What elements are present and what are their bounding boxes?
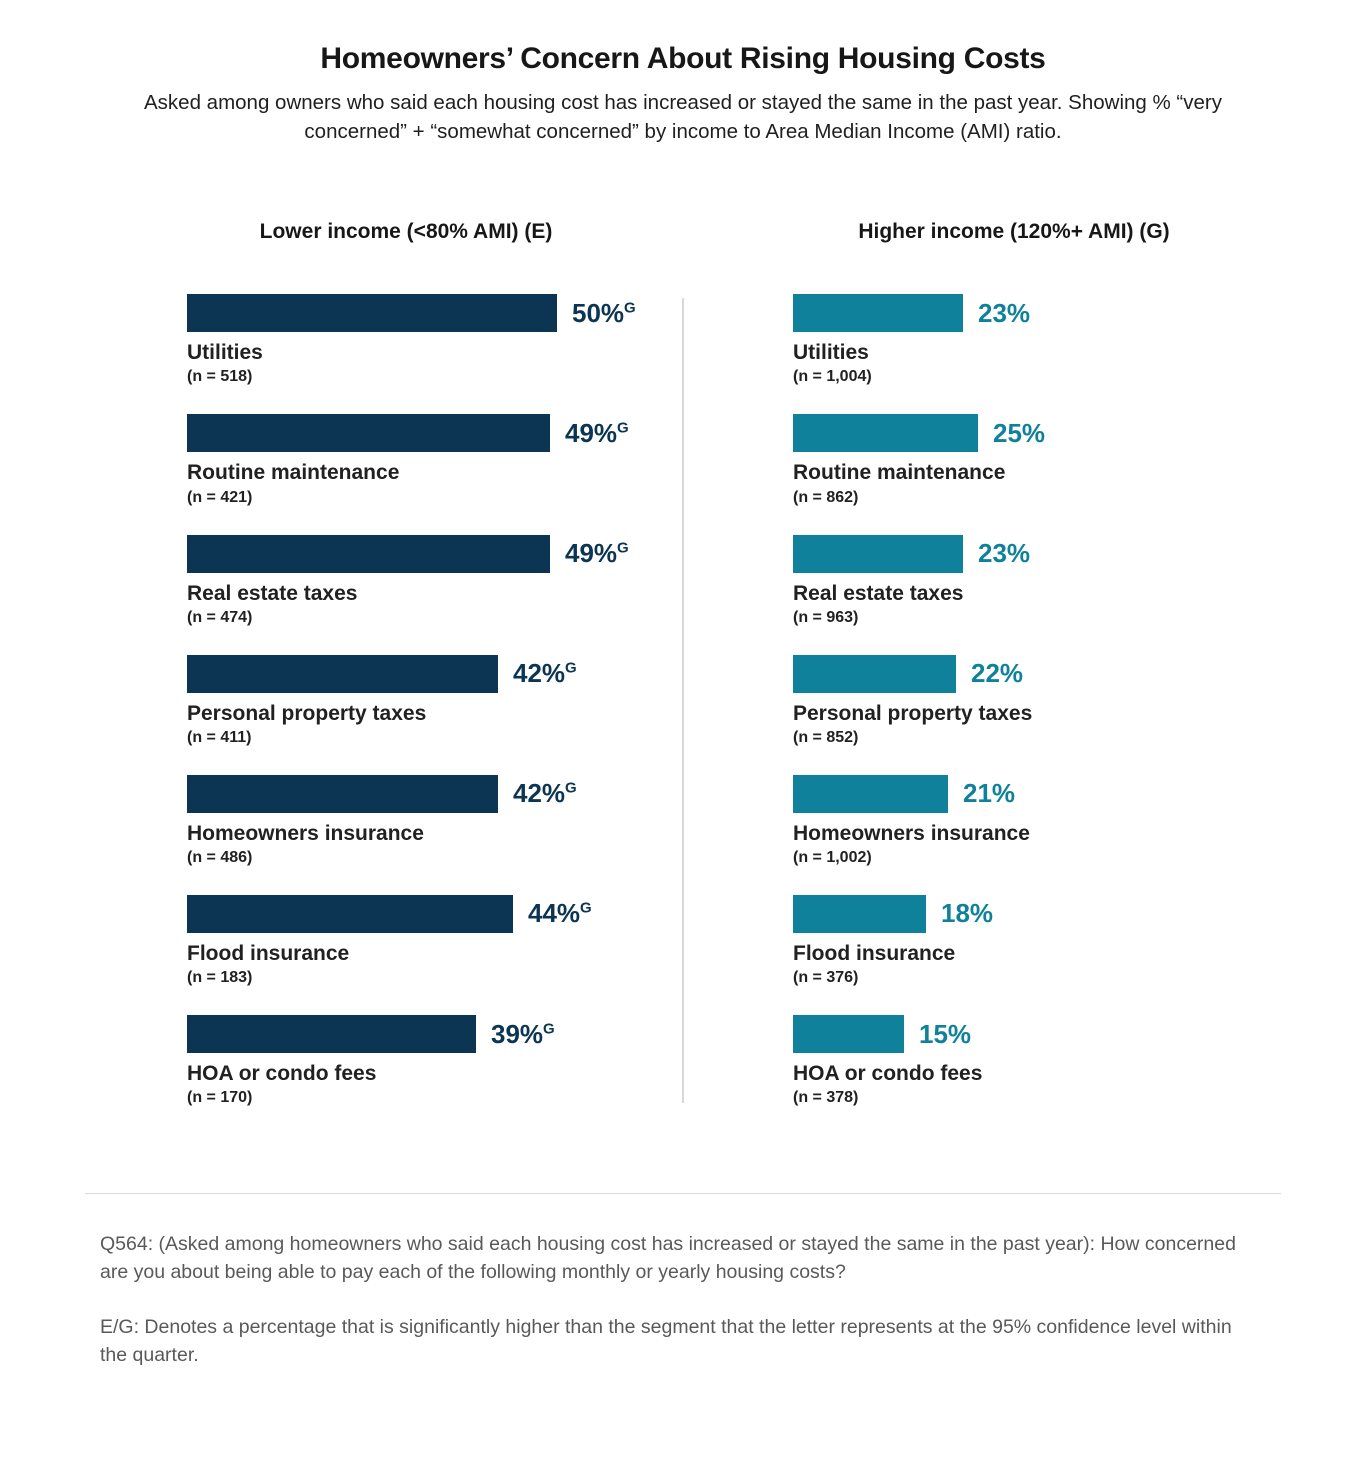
sample-size-label: (n = 474) bbox=[187, 608, 253, 626]
significance-superscript: G bbox=[565, 659, 577, 677]
bar-value-label: 42%$^G$ bbox=[513, 778, 577, 809]
category-label: Real estate taxes bbox=[793, 581, 964, 605]
bar-value-label: 39%$^G$ bbox=[491, 1018, 555, 1049]
bar-flood-insurance-higher bbox=[793, 895, 926, 933]
higher-income-panel bbox=[793, 294, 1313, 1107]
category-label: Real estate taxes bbox=[187, 581, 358, 605]
bar-row-homeowners-insurance-lower bbox=[187, 775, 682, 867]
bar-value-label: 49%$^G$ bbox=[565, 538, 629, 568]
category-label: Flood insurance bbox=[187, 941, 350, 965]
bar-value-label: 22% bbox=[971, 658, 1024, 689]
sample-size-label: (n = 862) bbox=[793, 488, 859, 506]
category-label: Homeowners insurance bbox=[793, 821, 1030, 845]
significance-superscript: G bbox=[565, 779, 577, 797]
sample-size-label: (n = 518) bbox=[187, 368, 253, 386]
bar-row-flood-insurance-lower bbox=[187, 895, 682, 987]
bar-homeowners-insurance-lower bbox=[187, 775, 498, 813]
sample-size-label: (n = 1,002) bbox=[793, 848, 872, 866]
sample-size-label: (n = 411) bbox=[187, 728, 252, 746]
significance-superscript: G bbox=[543, 1019, 555, 1037]
bar-row-utilities-higher bbox=[793, 294, 1313, 386]
sample-size-label: (n = 852) bbox=[793, 728, 859, 746]
bar-personal-property-taxes-lower bbox=[187, 655, 498, 693]
sample-size-label: (n = 963) bbox=[793, 608, 859, 626]
bar-row-flood-insurance-higher bbox=[793, 895, 1313, 987]
bar-chart bbox=[0, 294, 1366, 1107]
bar-row-routine-maintenance-lower bbox=[187, 414, 682, 506]
bar-personal-property-taxes-higher bbox=[793, 655, 956, 693]
category-label: HOA or condo fees bbox=[187, 1062, 377, 1086]
panel-divider bbox=[682, 298, 684, 1103]
bar-flood-insurance-lower bbox=[187, 895, 513, 933]
bar-real-estate-taxes-higher bbox=[793, 535, 963, 573]
bar-value-label: 23% bbox=[978, 538, 1031, 568]
bar-value-label: 50%$^G$ bbox=[572, 297, 636, 328]
bar-row-personal-property-taxes-higher bbox=[793, 655, 1313, 747]
bar-row-hoa-condo-fees-higher bbox=[793, 1015, 1313, 1107]
significance-note-text: E/G: Denotes a percentage that is significantly higher than the segment that the letter represents at the 95% confidence level within the quarter. bbox=[100, 1315, 1232, 1366]
bar-value-label: 15% bbox=[919, 1018, 972, 1049]
significance-superscript: G bbox=[617, 419, 629, 437]
bar-value-label: 49%$^G$ bbox=[565, 417, 629, 448]
bar-hoa-condo-fees-lower bbox=[187, 1015, 476, 1053]
page-title: Homeowners’ Concern About Rising Housing Costs bbox=[320, 42, 1046, 75]
bar-routine-maintenance-lower bbox=[187, 414, 550, 452]
category-label: Personal property taxes bbox=[187, 701, 427, 725]
category-label: Routine maintenance bbox=[187, 461, 400, 485]
footer-notes bbox=[100, 1230, 1256, 1369]
bar-utilities-higher bbox=[793, 294, 963, 332]
category-label: Homeowners insurance bbox=[187, 821, 424, 845]
sample-size-label: (n = 170) bbox=[187, 1089, 253, 1107]
bar-routine-maintenance-higher bbox=[793, 414, 978, 452]
bar-real-estate-taxes-lower bbox=[187, 535, 550, 573]
page-subtitle: Asked among owners who said each housing cost has increased or stayed the same in the past year. Showing % “very concerned” + “somewhat concerned” by income to Area Median Income (AMI) ratio. bbox=[144, 91, 1222, 144]
bar-row-real-estate-taxes-lower bbox=[187, 535, 682, 627]
category-label: Utilities bbox=[187, 341, 263, 365]
column-headers bbox=[0, 220, 1366, 248]
sample-size-label: (n = 378) bbox=[793, 1089, 859, 1107]
bar-homeowners-insurance-higher bbox=[793, 775, 948, 813]
bar-value-label: 42%$^G$ bbox=[513, 658, 577, 689]
bar-row-personal-property-taxes-lower bbox=[187, 655, 682, 747]
bar-value-label: 21% bbox=[963, 778, 1016, 809]
significance-superscript: G bbox=[580, 899, 592, 917]
bar-value-label: 23% bbox=[978, 297, 1031, 328]
sample-size-label: (n = 486) bbox=[187, 848, 253, 866]
bar-hoa-condo-fees-higher bbox=[793, 1015, 904, 1053]
sample-size-label: (n = 183) bbox=[187, 969, 253, 987]
bar-value-label: 18% bbox=[941, 898, 994, 929]
category-label: Flood insurance bbox=[793, 941, 956, 965]
sample-size-label: (n = 1,004) bbox=[793, 368, 872, 386]
bar-row-routine-maintenance-higher bbox=[793, 414, 1313, 506]
significance-superscript: G bbox=[624, 299, 636, 317]
bar-row-homeowners-insurance-higher bbox=[793, 775, 1313, 867]
bar-value-label: 25% bbox=[993, 417, 1046, 448]
lower-income-header: Lower income (<80% AMI) (E) bbox=[259, 220, 553, 244]
bar-utilities-lower bbox=[187, 294, 557, 332]
category-label: Personal property taxes bbox=[793, 701, 1033, 725]
footer-divider bbox=[85, 1193, 1281, 1194]
bar-row-utilities-lower bbox=[187, 294, 682, 386]
bar-row-hoa-condo-fees-lower bbox=[187, 1015, 682, 1107]
category-label: Routine maintenance bbox=[793, 461, 1006, 485]
bar-value-label: 44%$^G$ bbox=[528, 898, 592, 929]
category-label: Utilities bbox=[793, 341, 869, 365]
category-label: HOA or condo fees bbox=[793, 1062, 983, 1086]
lower-income-panel bbox=[187, 294, 682, 1107]
significance-superscript: G bbox=[617, 539, 629, 557]
higher-income-header: Higher income (120%+ AMI) (G) bbox=[858, 220, 1170, 244]
bar-row-real-estate-taxes-higher bbox=[793, 535, 1313, 627]
survey-question-text: Q564: (Asked among homeowners who said each housing cost has increased or stayed the same in the past year): How concerned are you about being able to pay each of the following monthly or yearly housing costs? bbox=[100, 1233, 1236, 1284]
sample-size-label: (n = 421) bbox=[187, 488, 253, 506]
sample-size-label: (n = 376) bbox=[793, 969, 859, 987]
